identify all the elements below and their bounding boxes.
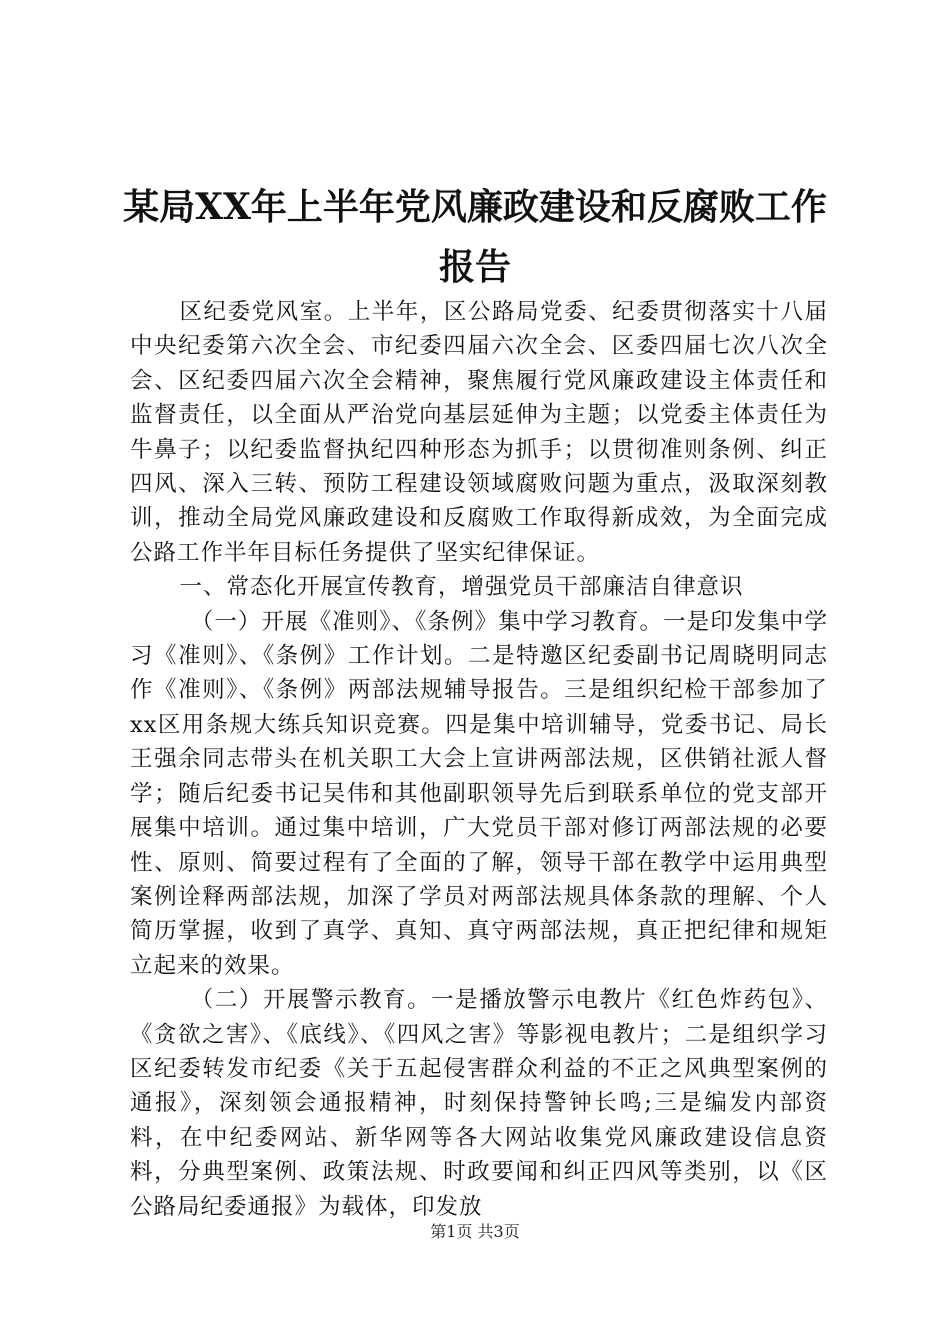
subsection-paragraph-1: （一）开展《准则》、《条例》集中学习教育。一是印发集中学习《准则》、《条例》工作计划。二是特邀区纪委副书记周晓明同志作《准则》、《条例》两部法规辅导报告。三是组织纪检干部参加了xx区用条规大练兵知识竞赛。四是集中培训辅导，党委书记、局长王强余同志带头在机关职工大会上宣讲两部法规，区供销社派人督学；随后纪委书记吴伟和其他副职领导先后到联系单位的党支部开展集中培训。通过集中培训，广大党员干部对修订两部法规的必要性、原则、简要过程有了全面的了解，领导干部在教学中运用典型案例诠释两部法规，加深了学员对两部法规具体条款的理解、个人简历掌握，收到了真学、真知、真守两部法规，真正把纪律和规矩立起来的效果。: [130, 608, 828, 979]
subsection-paragraph-2: （二）开展警示教育。一是播放警示电教片《红色炸药包》、《贪欲之害》、《底线》、《四风之害》等影视电教片；二是组织学习区纪委转发市纪委《关于五起侵害群众利益的不正之风典型案例的通报》，深刻领会通报精神，时刻保持警钟长鸣;三是编发内部资料，在中纪委网站、新华网等各大网站收集党风廉政建设信息资料，分典型案例、政策法规、时政要闻和纠正四风等类别，以《区公路局纪委通报》为载体，印发放: [130, 987, 828, 1220]
document-body: [130, 295, 828, 1224]
page-number-footer: 第1页 共3页: [430, 1222, 520, 1241]
document-title-line-1: 某局XX年上半年党风廉政建设和反腐败工作: [123, 186, 827, 228]
intro-paragraph: 区纪委党风室。上半年，区公路局党委、纪委贯彻落实十八届中央纪委第六次全会、市纪委四届六次全会、区委四届七次八次全会、区纪委四届六次全会精神，聚焦履行党风廉政建设主体责任和监督责任，以全面从严治党向基层延伸为主题；以党委主体责任为牛鼻子；以纪委监督执纪四种形态为抓手；以贯彻准则条例、纠正四风、深入三转、预防工程建设领域腐败问题为重点，汲取深刻教训，推动全局党风廉政建设和反腐败工作取得新成效，为全面完成公路工作半年目标任务提供了坚实纪律保证。: [130, 299, 828, 566]
section-heading-1: 一、常态化开展宣传教育，增强党员干部廉洁自律意识: [179, 574, 744, 601]
document-title-line-2: 报告: [438, 246, 511, 288]
